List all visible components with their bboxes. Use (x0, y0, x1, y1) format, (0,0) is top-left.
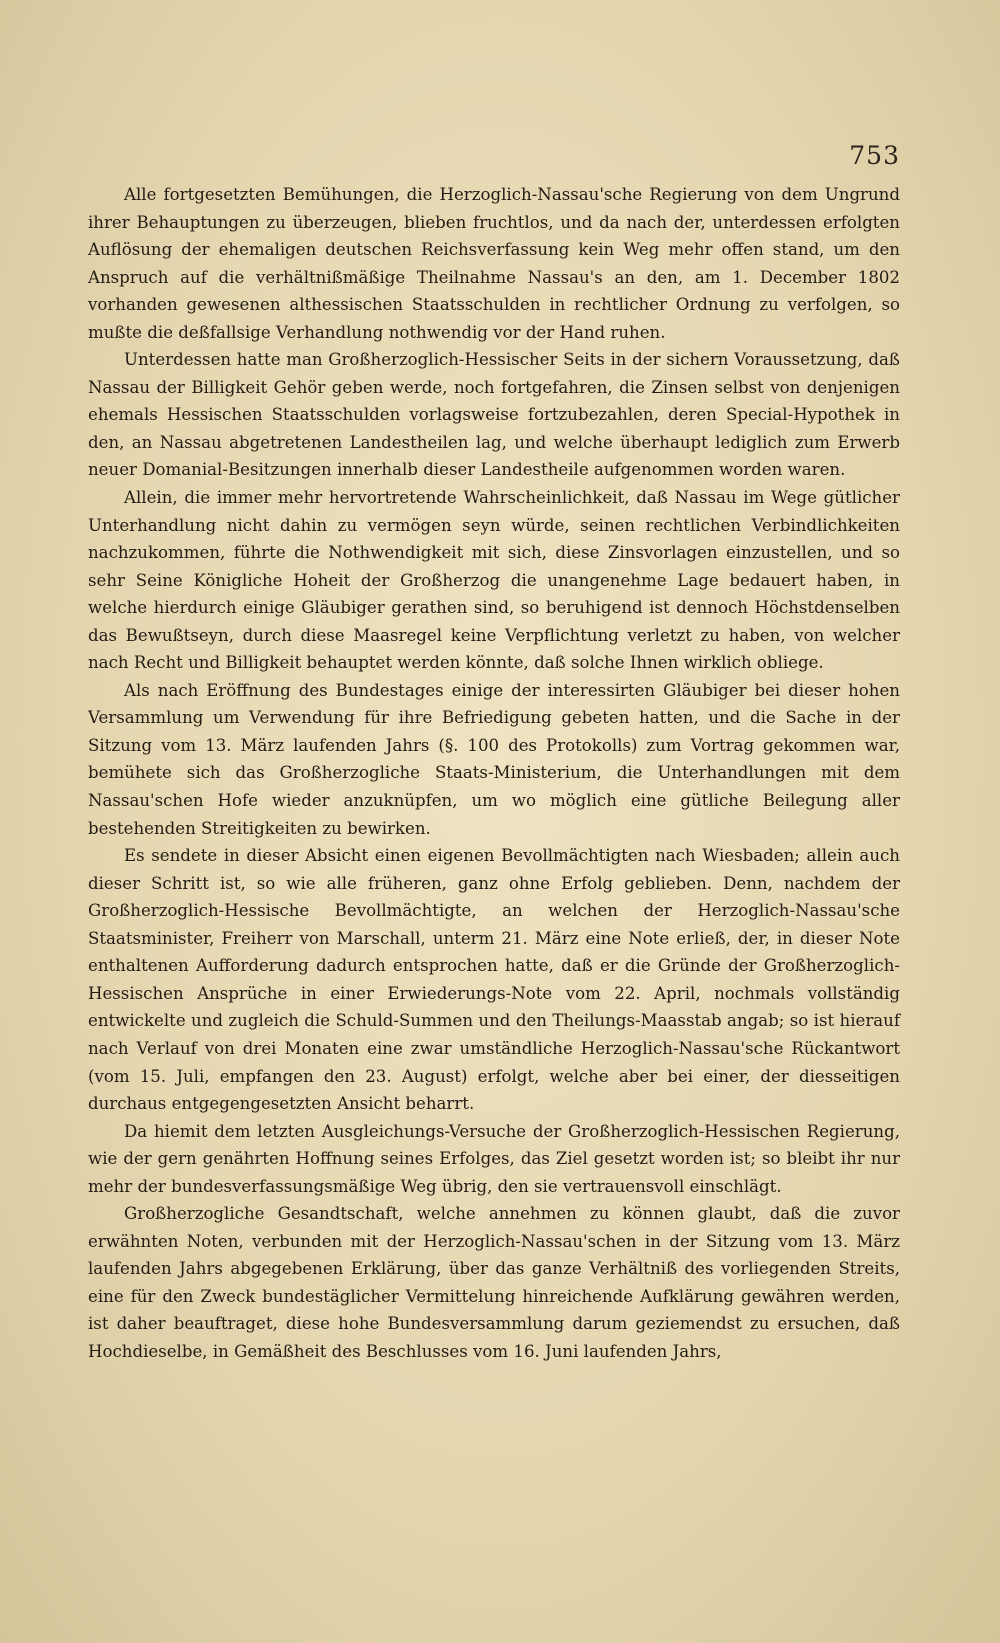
body-text (88, 181, 900, 1366)
page-number: 753 (849, 141, 900, 170)
paragraph: Unterdessen hatte man Großherzoglich-Hessischer Seits in der sichern Voraussetzung, daß Nassau der Billigkeit Gehör geben werde, noch fortgefahren, die Zinsen selbst von denjenigen ehemals Hessischen Staatsschulden vorlagsweise fortzubezahlen, deren Special-Hypothek in den, an Nassau abgetretenen Landestheilen lag, und welche überhaupt lediglich zum Erwerb neuer Domanial-Besitzungen innerhalb dieser Landestheile aufgenommen worden waren. (88, 350, 900, 480)
paragraph: Als nach Eröffnung des Bundestages einige der interessirten Gläubiger bei dieser hohen Versammlung um Verwendung für ihre Befriedigung gebeten hatten, und die Sache in der Sitzung vom 13. März laufenden Jahrs (§. 100 des Protokolls) zum Vortrag gekommen war, bemühete sich das Großherzogliche Staats-Ministerium, die Unterhandlungen mit dem Nassau'schen Hofe wieder anzuknüpfen, um wo möglich eine gütliche Beilegung aller bestehenden Streitigkeiten zu bewirken. (88, 680, 900, 838)
paragraph: Großherzogliche Gesandtschaft, welche annehmen zu können glaubt, daß die zuvor erwähnten Noten, verbunden mit der Herzoglich-Nassau'schen in der Sitzung vom 13. März laufenden Jahrs abgegebenen Erklärung, über das ganze Verhältniß des vorliegenden Streits, eine für den Zweck bundestäglicher Vermittelung hinreichende Aufklärung gewähren werden, ist daher beauftraget, diese hohe Bundesversammlung darum geziemendst zu ersuchen, daß Hochdieselbe, in Gemäßheit des Beschlusses vom 16. Juni laufenden Jahrs, (88, 1204, 900, 1361)
paragraph: Da hiemit dem letzten Ausgleichungs-Versuche der Großherzoglich-Hessischen Regierung, wie der gern genährten Hoffnung seines Erfolges, das Ziel gesetzt worden ist; so bleibt ihr nur mehr der bundesverfassungsmäßige Weg übrig, den sie vertrauensvoll einschlägt. (88, 1121, 900, 1196)
paragraph: Es sendete in dieser Absicht einen eigenen Bevollmächtigten nach Wiesbaden; allein auch dieser Schritt ist, so wie alle früheren, ganz ohne Erfolg geblieben. Denn, nachdem der Großherzoglich-Hessische Bevollmächtigte, an welchen der Herzoglich-Nassau'sche Staatsminister, Freiherr von Marschall, unterm 21. März eine Note erließ, der, in dieser Note enthaltenen Aufforderung dadurch entsprochen hatte, daß er die Gründe der Großherzoglich-Hessischen Ansprüche in einer Erwiederungs-Note vom 22. April, nochmals vollständig entwickelte und zugleich die Schuld-Summen und den Theilungs-Maasstab angab; so ist hierauf nach Verlauf von drei Monaten eine zwar umständliche Herzoglich-Nassau'sche Rückantwort (vom 15. Juli, empfangen den 23. August) erfolgt, welche aber bei einer, der diesseitigen durchaus entgegengesetzten Ansicht beharrt. (88, 846, 900, 1114)
paragraph: Alle fortgesetzten Bemühungen, die Herzoglich-Nassau'sche Regierung von dem Ungrund ihrer Behauptungen zu überzeugen, blieben fruchtlos, und da nach der, unterdessen erfolgten Auflösung der ehemaligen deutschen Reichsverfassung kein Weg mehr offen stand, um den Anspruch auf die verhältnißmäßige Theilnahme Nassau's an den, am 1. December 1802 vorhanden gewesenen althessischen Staatsschulden in rechtlicher Ordnung zu verfolgen, so mußte die deßfallsige Verhandlung nothwendig vor der Hand ruhen. (88, 185, 900, 342)
paragraph: Allein, die immer mehr hervortretende Wahrscheinlichkeit, daß Nassau im Wege gütlicher Unterhandlung nicht dahin zu vermögen seyn würde, seinen rechtlichen Verbindlichkeiten nachzukommen, führte die Nothwendigkeit mit sich, diese Zinsvorlagen einzustellen, und so sehr Seine Königliche Hoheit der Großherzog die unangenehme Lage bedauert haben, in welche hierdurch einige Gläubiger gerathen sind, so beruhigend ist dennoch Höchstdenselben das Bewußtseyn, durch diese Maasregel keine Verpflichtung verletzt zu haben, von welcher nach Recht und Billigkeit behauptet werden könnte, daß solche Ihnen wirklich obliege. (88, 488, 900, 673)
